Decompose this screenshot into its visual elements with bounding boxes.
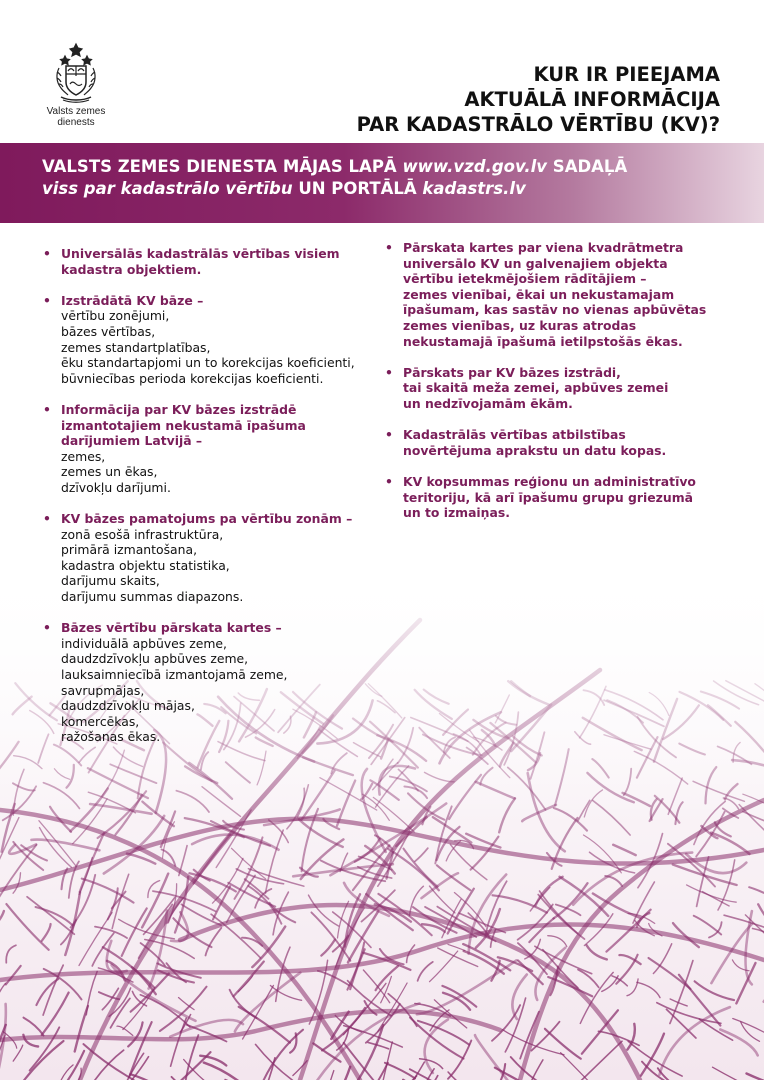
bullet-icon: • [43, 620, 51, 636]
item-heading-line: universālo KV un galvenajiem objekta [403, 255, 668, 271]
item-detail-line: daudzdzīvokļu apbūves zeme, [61, 651, 249, 667]
item-detail-line: dzīvokļu darījumi. [61, 479, 171, 495]
item-detail-line: komercēkas, [61, 713, 140, 729]
banner-part-3: UN PORTĀLĀ [292, 179, 423, 198]
item-detail-line: zemes, [61, 448, 106, 464]
list-item [43, 246, 373, 277]
item-heading-line: novērtējuma aprakstu un datu kopas. [403, 442, 667, 458]
item-detail-line: būvniecības perioda korekcijas koeficienti. [61, 370, 324, 386]
left-column [43, 246, 373, 761]
item-heading-line: īpašumam, kas sastāv no vienas apbūvētas [403, 302, 707, 318]
latvia-coat-of-arms-icon [51, 42, 101, 104]
item-detail-line: zonā esošā infrastruktūra, [61, 526, 224, 542]
list-item [385, 240, 730, 349]
vzd-website-link[interactable]: www.vzd.gov.lv [402, 157, 548, 176]
item-detail-line: primārā izmantošana, [61, 542, 198, 558]
item-detail-line: vērtību zonējumi, [61, 308, 170, 324]
vzd-logo [40, 42, 112, 128]
list-item [385, 365, 730, 412]
item-detail-line: ražošanas ēkas. [61, 729, 161, 745]
kadastrs-portal-link[interactable]: kadastrs.lv [422, 179, 526, 198]
bullet-icon: • [43, 292, 51, 308]
right-column [385, 240, 730, 536]
bullet-icon: • [43, 511, 51, 527]
bullet-icon: • [385, 427, 393, 443]
banner-part-1: VALSTS ZEMES DIENESTA MĀJAS LAPĀ [42, 157, 403, 176]
item-heading-line: izmantotajiem nekustamā īpašuma [61, 417, 306, 433]
item-detail-line: savrupmājas, [61, 682, 145, 698]
list-item [43, 293, 373, 387]
item-heading-line: Informācija par KV bāzes izstrādē [61, 401, 297, 417]
item-heading-line: Pārskata kartes par viena kvadrātmetra [403, 240, 684, 255]
item-heading-line: Izstrādātā KV bāze – [61, 292, 204, 308]
item-detail-line: bāzes vērtības, [61, 323, 156, 339]
item-heading-line: vērtību ietekmējošiem rādītājiem – [403, 271, 647, 287]
item-detail-line: daudzdzīvokļu mājas, [61, 698, 195, 714]
list-item [385, 474, 730, 521]
banner-line-2 [42, 178, 627, 200]
item-heading-line: KV kopsummas reģionu un administratīvo [403, 473, 696, 489]
bullet-icon: • [385, 240, 393, 255]
item-heading-line: nekustamajā īpašumā ietilpstošās ēkas. [403, 333, 683, 349]
bullet-icon: • [43, 246, 51, 261]
item-heading-line: tai skaitā meža zemei, apbūves zemei [403, 380, 669, 396]
title-line-3: PAR KADASTRĀLO VĒRTĪBU (KV)? [356, 113, 720, 136]
list-item [385, 427, 730, 458]
item-heading-line: KV bāzes pamatojums pa vērtību zonām – [61, 511, 353, 527]
item-detail-line: ēku standartapjomi un to korekcijas koeficienti, [61, 355, 355, 371]
page-title [357, 62, 720, 137]
item-heading-line: teritoriju, kā arī īpašumu grupu griezumā [403, 489, 693, 505]
item-heading-line: Kadastrālās vērtības atbilstības [403, 427, 626, 443]
bullet-icon: • [385, 364, 393, 380]
item-heading-line: darījumiem Latvijā – [61, 433, 203, 449]
item-heading-line: Pārskats par KV bāzes izstrādi, [403, 364, 621, 380]
logo-line-2: dienests [57, 117, 95, 128]
list-item [43, 620, 373, 745]
item-detail-line: kadastra objektu statistika, [61, 557, 230, 573]
title-line-2: AKTUĀLĀ INFORMĀCIJA [464, 88, 720, 111]
item-detail-line: darījumu skaits, [61, 573, 160, 589]
item-heading-line: zemes vienībai, ēkai un nekustamajam [403, 286, 675, 302]
logo-line-1: Valsts zemes [46, 106, 106, 117]
bullet-icon: • [43, 401, 51, 417]
item-heading-line: zemes vienības, uz kuras atrodas [403, 317, 637, 333]
list-item [43, 402, 373, 496]
item-heading-line: kadastra objektiem. [61, 261, 202, 277]
item-detail-line: darījumu summas diapazons. [61, 589, 244, 605]
item-detail-line: zemes un ēkas, [61, 464, 158, 480]
item-heading-line: Universālās kadastrālās vērtības visiem [61, 246, 340, 261]
item-detail-line: zemes standartplatības, [61, 339, 211, 355]
item-heading-line: Bāzes vērtību pārskata kartes – [61, 620, 282, 636]
banner-part-2: SADAĻĀ [547, 157, 628, 176]
banner-line-1 [42, 156, 627, 178]
bullet-icon: • [385, 473, 393, 489]
title-line-1: KUR IR PIEEJAMA [533, 63, 720, 86]
item-detail-line: lauksaimniecībā izmantojamā zeme, [61, 667, 288, 683]
logo-text [40, 106, 112, 128]
list-item [43, 511, 373, 605]
banner-section-name: viss par kadastrālo vērtību [42, 179, 293, 198]
item-heading-line: un to izmaiņas. [403, 505, 510, 521]
banner-text [42, 156, 627, 200]
item-heading-line: un nedzīvojamām ēkām. [403, 395, 573, 411]
item-detail-line: individuālā apbūves zeme, [61, 635, 227, 651]
